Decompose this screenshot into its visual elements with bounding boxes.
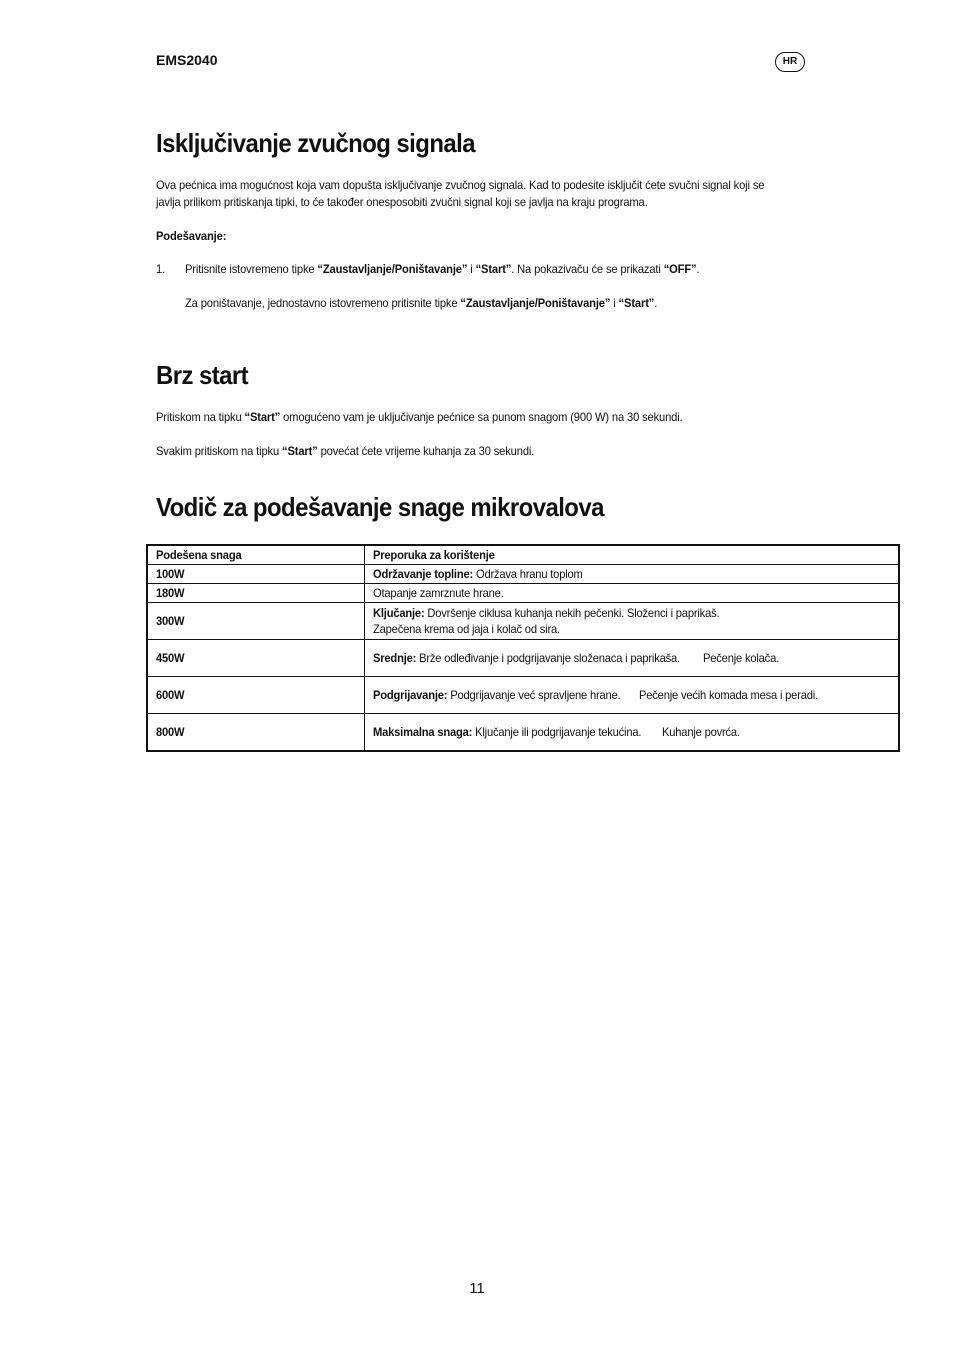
setup-label: Podešavanje: [156,229,227,243]
page-number: 11 [469,1280,485,1297]
section-title-power-guide: Vodič za podešavanje snage mikrovalova [156,492,604,522]
language-badge: HR [775,52,805,72]
power-cell: 180W [147,584,365,603]
power-guide-table [146,544,900,752]
step-number: 1. [156,262,166,276]
power-cell: 300W [147,603,365,640]
usage-cell: Otapanje zamrznute hrane. [365,584,900,603]
table-row [147,714,899,752]
section-title-quick-start: Brz start [156,360,249,390]
usage-cell: Podgrijavanje: Podgrijavanje već spravljene hrane. Pečenje većih komada mesa i peradi. [365,677,900,714]
usage-cell: Maksimalna snaga: Ključanje ili podgrijavanje tekućina. Kuhanje povrća. [365,714,900,752]
model-number: EMS2040 [156,52,218,68]
header-power: Podešena snaga [147,545,365,565]
usage-cell: Srednje: Brže odleđivanje i podgrijavanje složenaca i paprikaša. Pečenje kolača. [365,640,900,677]
intro-text-line2: javlja prilikom pritiskanja tipki, to će također onesposobiti zvučni signal koji se javlja na kraju programa. [156,195,648,209]
table-row [147,640,899,677]
quick-start-text-1: Pritiskom na tipku “Start” omogućeno vam je uključivanje pećnice sa punom snagom (900 W) na 30 sekundi. [156,410,683,424]
quick-start-text-2: Svakim pritiskom na tipku “Start” povećat ćete vrijeme kuhanja za 30 sekundi. [156,444,535,458]
table-header-row [147,545,899,565]
step-1-text: Pritisnite istovremeno tipke “Zaustavljanje/Poništavanje” i “Start”. Na pokazivaču će se prikazati “OFF”. [185,262,700,276]
power-cell: 600W [147,677,365,714]
usage-cell: Održavanje topline: Održava hranu toplom [365,565,900,584]
power-cell: 800W [147,714,365,752]
power-cell: 450W [147,640,365,677]
intro-text-line1: Ova pećnica ima mogućnost koja vam dopušta isključivanje zvučnog signala. Kad to podesite isključit ćete svučni signal koji se [156,178,765,192]
table-row [147,565,899,584]
cancel-text: Za poništavanje, jednostavno istovremeno pritisnite tipke “Zaustavljanje/Poništavanje” i “Start”. [185,296,658,310]
section-title-sound-off: Isključivanje zvučnog signala [156,128,475,158]
usage-cell: Ključanje: Dovršenje ciklusa kuhanja nekih pečenki. Složenci i paprikaš.Zapečena krema od jaja i kolač od sira. [365,603,900,640]
table-row [147,677,899,714]
table-row [147,584,899,603]
table-row [147,603,899,640]
power-cell: 100W [147,565,365,584]
header-usage: Preporuka za korištenje [365,545,900,565]
